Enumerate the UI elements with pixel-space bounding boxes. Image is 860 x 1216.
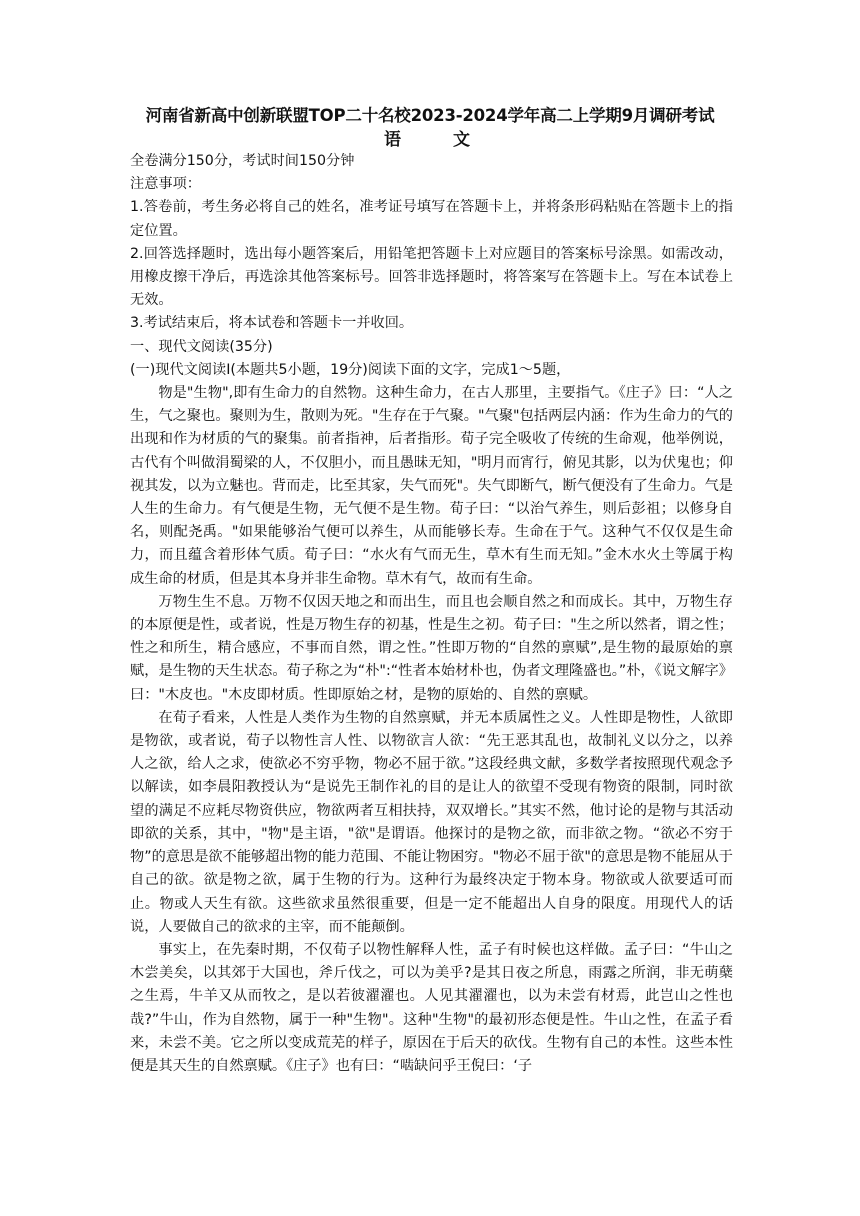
section-heading: 一、现代文阅读(35分) xyxy=(130,338,273,355)
notice-item-1: 1.答卷前，考生务必将自己的姓名，准考证号填写在答题卡上，并将条形码粘贴在答题卡上的指定位置。 xyxy=(130,199,733,239)
subject-title: 语 文 xyxy=(384,130,476,150)
document-title: 河南省新高中创新联盟TOP二十名校2023-2024学年高二上学期9月调研考试 xyxy=(145,106,715,125)
passage-paragraph-3: 在荀子看来，人性是人类作为生物的自然禀赋，并无本质属性之义。人性即是物性，人欲即是物欲，或者说，荀子以物性言人性、以物欲言人欲：“先王恶其乱也，故制礼义以分之，以养人之欲，给人之求，使欲必不穷乎物，物必不屈于欲。”这段经典文献，多数学者按照现代观念予以解读，如李晨阳教授认为“是说先王制作礼的目的是让人的欲望不受现有物资的限制，同时欲望的满足不应耗尽物资供应，物欲两者互相扶持，双双增长。”其实不然，他讨论的是物与其活动即欲的关系，其中，"物"是主语，"欲"是谓语。他探讨的是物之欲，而非欲之物。“欲必不穷于物”的意思是欲不能够超出物的能力范围、不能让物困穷。"物必不屈于欲"的意思是物不能屈从于自己的欲。欲是物之欲，属于生物的行为。这种行为最终决定于物本身。物欲或人欲要适可而止。物或人天生有欲。这些欲求虽然很重要，但是一定不能超出人自身的限度。用现代人的话说，人要做自己的欲求的主宰，而不能颠倒。 xyxy=(130,709,733,935)
notice-item-2: 2.回答选择题时，选出每小题答案后，用铅笔把答题卡上对应题目的答案标号涂黑。如需改动，用橡皮擦干净后，再选涂其他答案标号。回答非选择题时，将答案写在答题卡上。写在本试卷上无效。 xyxy=(130,245,733,309)
passage-paragraph-4: 事实上，在先秦时期，不仅荀子以物性解释人性，孟子有时候也这样做。孟子曰：“牛山之木尝美矣，以其郊于大国也，斧斤伐之，可以为美乎?是其日夜之所息，雨露之所润，非无萌蘖之生焉，牛羊又从而牧之，是以若彼濯濯也。人见其濯濯也，以为未尝有材焉，此岂山之性也哉?”牛山，作为自然物，属于一种"生物"。这种"生物"的最初形态便是性。牛山之性，在孟子看来，未尝不美。它之所以变成荒芜的样子，原因在于后天的砍伐。生物有自己的本性。这些本性便是其天生的自然禀赋。《庄子》也有曰：“啮缺问乎王倪曰：‘子 xyxy=(130,941,733,1074)
subsection-heading: (一)现代文阅读I(本题共5小题，19分)阅读下面的文字，完成1～5题， xyxy=(130,361,571,378)
notice-heading: 注意事项： xyxy=(130,176,201,193)
score-time-line: 全卷满分150分，考试时间150分钟 xyxy=(130,153,355,169)
passage-paragraph-1: 物是"生物",即有生命力的自然物。这种生命力，在古人那里，主要指气。《庄子》曰：“人之生，气之聚也。聚则为生，散则为死。"生存在于气聚。"气聚"包括两层内涵：作为生命力的气的出现和作为材质的气的聚集。前者指神，后者指形。荀子完全吸收了传统的生命观，他举例说，古代有个叫做涓蜀梁的人，不仅胆小，而且愚昧无知，"明月而宵行，俯见其影，以为伏鬼也；仰视其发，以为立魅也。背而走，比至其家，失气而死"。失气即断气，断气便没有了生命力。气是人生的生命力。有气便是生物，无气便不是生物。荀子曰：“以治气养生，则后彭祖；以修身自名，则配尧禹。"如果能够治气便可以养生，从而能够长寿。生命在于气。这种气不仅仅是生命力，而且蕴含着形体气质。荀子曰：“水火有气而无生，草木有生而无知。”金木水火土等属于构成生命的材质，但是其本身并非生命物。草木有气，故而有生命。 xyxy=(130,385,733,587)
notice-item-3: 3.考试结束后，将本试卷和答题卡一并收回。 xyxy=(130,315,414,332)
document-body xyxy=(130,150,733,1078)
passage-paragraph-2: 万物生生不息。万物不仅因天地之和而出生，而且也会顺自然之和而成长。其中，万物生存的本原便是性，或者说，性是万物生存的初基，性是生之初。荀子曰："生之所以然者，谓之性；性之和所生，精合感应，不事而自然，谓之性。”性即万物的“自然的禀赋”,是生物的最原始的禀赋，是生物的天生状态。荀子称之为“朴":“性者本始材朴也，伪者文理隆盛也。”朴，《说文解字》曰："木皮也。"木皮即材质。性即原始之材，是物的原始的、自然的禀赋。 xyxy=(130,593,733,703)
